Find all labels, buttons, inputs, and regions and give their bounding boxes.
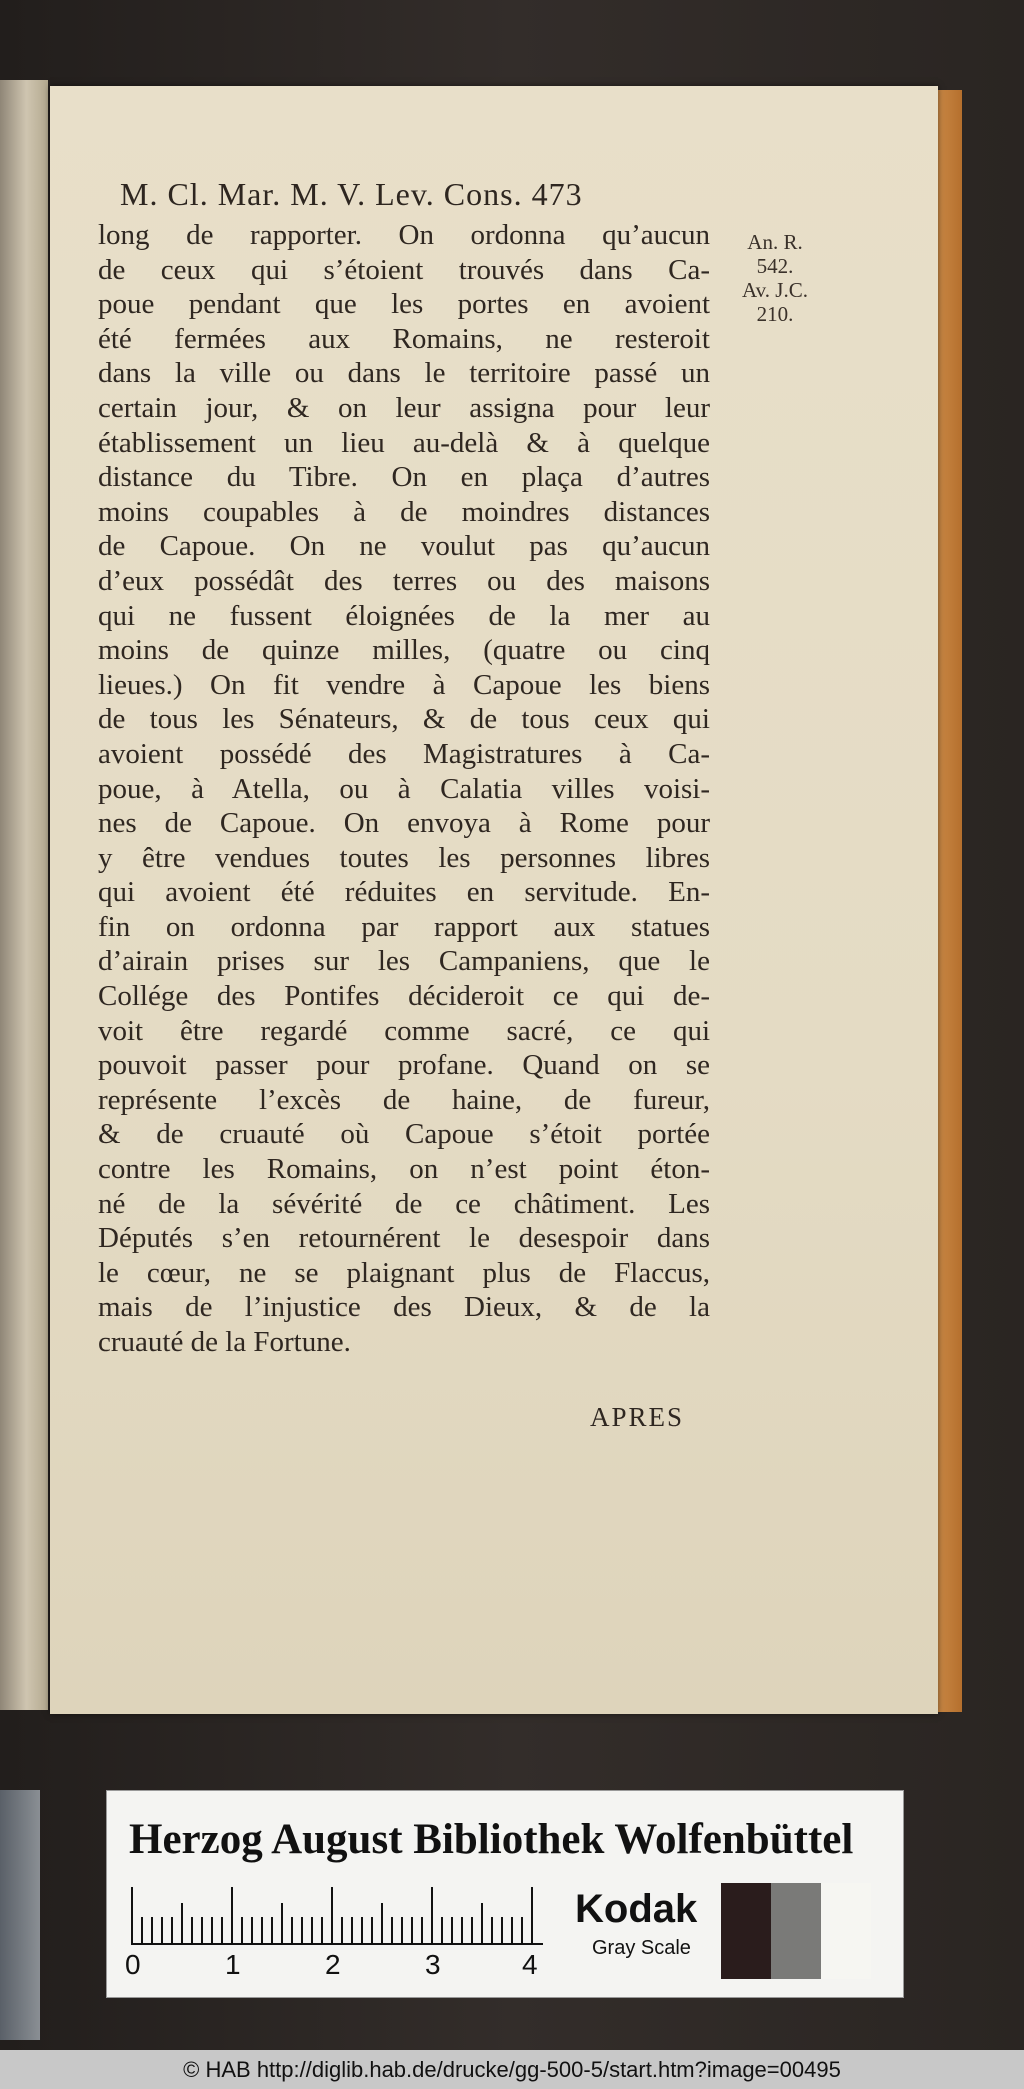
text-line: le cœur, ne se plaignant plus de Flaccus, (98, 1256, 710, 1289)
ruler-tick (131, 1887, 133, 1943)
ruler-tick (431, 1887, 433, 1943)
ruler-tick (501, 1917, 503, 1943)
ruler-tick (261, 1917, 263, 1943)
body-text (98, 218, 710, 1360)
text-line: poue, à Atella, ou à Calatia villes voisi- (98, 772, 710, 805)
text-line: qui avoient été réduites en servitude. En- (98, 876, 710, 909)
facing-page-edge (0, 80, 48, 1710)
ruler-tick (481, 1903, 483, 1943)
text-line: distance du Tibre. On en plaça d’autres (98, 461, 710, 494)
ruler-tick (521, 1917, 523, 1943)
text-line: Députés s’en retournérent le desespoir dans (98, 1222, 710, 1255)
ruler-tick (281, 1903, 283, 1943)
ruler-tick (141, 1917, 143, 1943)
text-line: représente l’excès de haine, de fureur, (98, 1083, 710, 1116)
kodak-logo: Kodak (575, 1887, 698, 1931)
ruler-tick (221, 1917, 223, 1943)
text-line: avoient possédé des Magistratures à Ca- (98, 737, 710, 770)
ruler-tick (371, 1917, 373, 1943)
ruler-tick (201, 1917, 203, 1943)
ruler-tick (421, 1917, 423, 1943)
ruler-number: 4 (522, 1949, 538, 1980)
text-line: nes de Capoue. On envoya à Rome pour (98, 807, 710, 840)
text-line: pouvoit passer pour profane. Quand on se (98, 1049, 710, 1082)
text-line: été fermées aux Romains, ne resteroit (98, 322, 710, 355)
text-line: certain jour, & on leur assigna pour leur (98, 391, 710, 424)
catchword: APRES (590, 1402, 685, 1432)
ruler-tick (441, 1917, 443, 1943)
text-line: cruauté de la Fortune. (98, 1326, 351, 1358)
ruler-tick (401, 1917, 403, 1943)
ruler-tick (331, 1887, 333, 1943)
ruler-tick (491, 1917, 493, 1943)
text-line: Collége des Pontifes décideroit ce qui de- (98, 980, 710, 1013)
ruler-tick (191, 1917, 193, 1943)
margin-note-line: An. R. (747, 230, 803, 254)
ruler-tick (461, 1917, 463, 1943)
text-line: d’airain prises sur les Campaniens, que le (98, 945, 710, 978)
ruler-tick (381, 1903, 383, 1943)
color-calibration-card (106, 1790, 904, 1998)
ruler-tick (311, 1917, 313, 1943)
facing-page-lower (0, 1790, 40, 2040)
text-line: moins de quinze milles, (quatre ou cinq (98, 634, 710, 667)
text-line: moins coupables à de moindres distances (98, 495, 710, 528)
gray-swatch-dark (721, 1883, 771, 1979)
ruler-number: 1 (225, 1949, 241, 1980)
gray-swatch-mid (771, 1883, 821, 1979)
ruler-tick (321, 1917, 323, 1943)
text-line: mais de l’injustice des Dieux, & de la (98, 1291, 710, 1324)
ruler-tick (511, 1917, 513, 1943)
text-line: poue pendant que les portes en avoient (98, 288, 710, 321)
ruler-tick (351, 1917, 353, 1943)
text-line: établissement un lieu au-delà & à quelque (98, 426, 710, 459)
text-line: né de la sévérité de ce châtiment. Les (98, 1187, 710, 1220)
text-line: dans la ville ou dans le territoire passé un (98, 357, 710, 390)
ruler-tick (181, 1903, 183, 1943)
ruler-tick (361, 1917, 363, 1943)
text-line: d’eux possédât des terres ou des maisons (98, 564, 710, 597)
text-line: voit être regardé comme sacré, ce qui (98, 1014, 710, 1047)
margin-note (715, 230, 835, 326)
gray-swatch-light (821, 1883, 871, 1979)
ruler-number: 2 (325, 1949, 341, 1980)
ruler-tick (411, 1917, 413, 1943)
ruler (131, 1883, 543, 1945)
text-line: y être vendues toutes les personnes libres (98, 841, 710, 874)
library-name: Herzog August Bibliothek Wolfenbüttel (129, 1816, 854, 1863)
ruler-tick (251, 1917, 253, 1943)
text-line: qui ne fussent éloignées de la mer au (98, 599, 710, 632)
text-line: lieues.) On fit vendre à Capoue les biens (98, 668, 710, 701)
ruler-tick (391, 1917, 393, 1943)
text-line: & de cruauté où Capoue s’étoit portée (98, 1118, 710, 1151)
ruler-tick (341, 1917, 343, 1943)
running-head: M. Cl. Mar. M. V. Lev. Cons. 473 (120, 176, 583, 212)
text-line: fin on ordonna par rapport aux statues (98, 910, 710, 943)
ruler-number: 0 (125, 1949, 141, 1980)
ruler-tick (231, 1887, 233, 1943)
text-line: contre les Romains, on n’est point éton- (98, 1153, 710, 1186)
ruler-tick (171, 1917, 173, 1943)
ruler-tick (161, 1917, 163, 1943)
gray-scale-label: Gray Scale (592, 1937, 691, 1959)
footer-credit: © HAB http://diglib.hab.de/drucke/gg-500-5/start.htm?image=00495 (0, 2050, 1024, 2089)
text-line: de ceux qui s’étoient trouvés dans Ca- (98, 253, 710, 286)
text-line: de tous les Sénateurs, & de tous ceux qui (98, 703, 710, 736)
ruler-tick (531, 1887, 533, 1943)
ruler-tick (301, 1917, 303, 1943)
margin-note-line: Av. J.C. (742, 278, 808, 302)
ruler-number: 3 (425, 1949, 441, 1980)
ruler-tick (211, 1917, 213, 1943)
margin-note-line: 542. (756, 254, 794, 278)
ruler-tick (241, 1917, 243, 1943)
ruler-tick (451, 1917, 453, 1943)
ruler-tick (151, 1917, 153, 1943)
text-line: de Capoue. On ne voulut pas qu’aucun (98, 530, 710, 563)
ruler-tick (271, 1917, 273, 1943)
ruler-tick (471, 1917, 473, 1943)
margin-note-line: 210. (756, 302, 794, 326)
ruler-tick (291, 1917, 293, 1943)
text-line: long de rapporter. On ordonna qu’aucun (98, 219, 710, 251)
